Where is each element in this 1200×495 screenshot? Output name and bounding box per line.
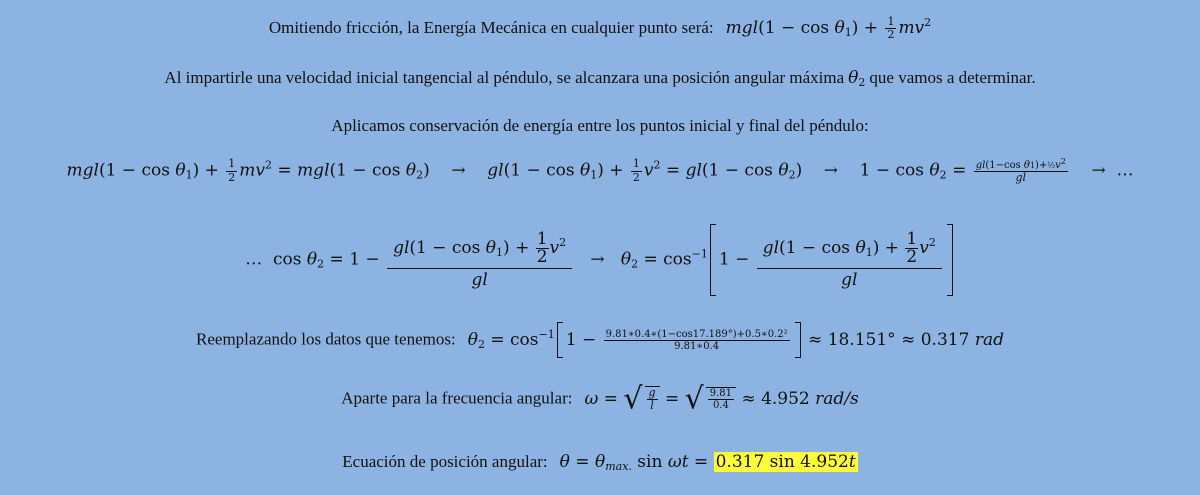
theta2-subscript: 2: [858, 76, 866, 89]
substitution-numerator: 9.81∗0.4∗(1−cos17.189°)+0.5∗0.2²: [605, 328, 788, 340]
substitution-line: Reemplazando los datos que tenemos: $\theta_2 = \cos^{-1} 1$ − $\frac{\text{9.81∗0.4∗(1−cos17.189°)+0.5∗0.2²}}{9.81∗0.4}$ ≈ 18.151° ≈ 0.317 rad: [0, 322, 1200, 358]
position-equation-line: Ecuación de posición angular: $\theta = \theta_{max.}$ sin ωt = 0.317 sin 4.952t: [342, 452, 856, 473]
angular-frequency-line: Aparte para la frecuencia angular: ω = √ $\frac{g}{l}$ = √ $\frac{9.81}{0.4}$ ≈ 4.952 rad/s: [341, 381, 859, 416]
final-answer-value: 0.317 sin 4.952: [715, 452, 849, 472]
angular-frequency-text: Aparte para la frecuencia angular:: [341, 388, 573, 408]
velocity-statement-tail: que vamos a determinar.: [869, 68, 1036, 87]
theta2-symbol: θ: [848, 68, 859, 88]
velocity-statement-text: Al impartirle una velocidad inicial tangencial al péndulo, se alcanzara una posición angular máxima: [164, 68, 845, 87]
conservation-statement: [0, 116, 1200, 136]
frequency-denominator: 0.4: [712, 400, 729, 411]
energy-equation-chain: $mgl(1 - \cos \theta_1)$ + $\frac{1}{2}$ $mv^2 = mgl(1 - \cos \theta_2)$ → $gl(1 - \cos \theta_1)$ + $\frac{1}{2}$ $v^2 = gl(1 - \cos \theta_2)$ → $1 - \cos \theta_2$ = $\frac{gl(1-\cos \theta 1)+\frac{1}{2}v^2}{gl}$ → …: [66, 157, 1134, 184]
substitution-unit: rad: [974, 329, 1004, 350]
substitution-denominator: 9.81∗0.4: [674, 340, 720, 352]
final-answer-highlight: 0.317 sin 4.952t: [715, 452, 856, 472]
frequency-result: ≈ 4.952: [741, 388, 810, 409]
frequency-numerator: 9.81: [709, 388, 733, 399]
velocity-statement: [0, 68, 1200, 89]
substitution-text: Reemplazando los datos que tenemos:: [196, 329, 456, 349]
conservation-statement-text: Aplicamos conservación de energía entre los puntos inicial y final del péndulo:: [331, 116, 869, 135]
theta2-derivation: … $\cos \theta_2 = 1$ − $gl(1 - \cos \theta_1)$ + $\frac{1}{2}$ $v^2$ gl → $\theta_2 = \cos^{-1} 1$ − $gl(1 - \cos \theta_1)$ + $\frac{1}{2}$ $v^2$ gl: [0, 224, 1200, 296]
substitution-result: ≈ 18.151° ≈ 0.317: [808, 329, 970, 350]
energy-statement: [0, 16, 1200, 41]
position-equation-text: Ecuación de posición angular:: [342, 452, 548, 471]
energy-statement-text: Omitiendo fricción, la Energía Mecánica en cualquier punto será:: [268, 18, 714, 38]
frequency-unit: rad/s: [815, 388, 859, 409]
energy-formula: $mgl(1 - \cos \theta_1)$ + $\frac{1}{2}$ $mv^2$: [725, 15, 932, 42]
